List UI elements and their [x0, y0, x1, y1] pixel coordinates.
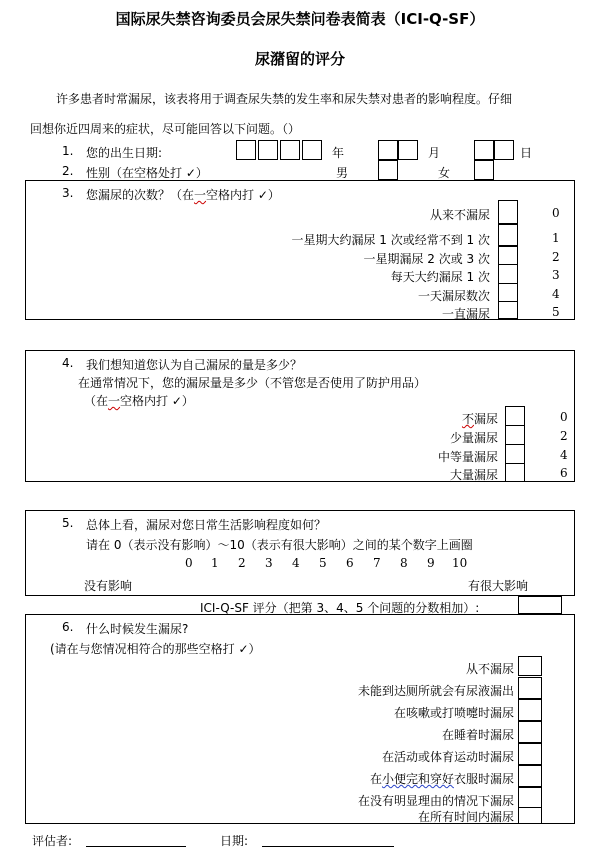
- q3-option-score: 5: [552, 305, 560, 319]
- q4-option-label: 大量漏尿: [449, 468, 498, 482]
- scale-option-7[interactable]: 7: [373, 556, 381, 570]
- q6-option-checkbox[interactable]: [518, 807, 542, 824]
- q3-option-score: 2: [552, 250, 560, 264]
- q3-option-score: 0: [552, 206, 560, 220]
- q3-option-score: 1: [552, 231, 560, 245]
- day-label: 日: [520, 146, 533, 160]
- q4-option-score: 0: [560, 410, 568, 424]
- q4-number: 4.: [62, 356, 74, 370]
- year-label: 年: [332, 146, 345, 160]
- q3-label-a: 您漏尿的次数？（在: [86, 188, 195, 202]
- q6-option-checkbox[interactable]: [518, 721, 542, 743]
- q3-option-label: 一星期漏尿 2 次或 3 次: [363, 252, 490, 266]
- month-digit-cell[interactable]: [378, 140, 398, 160]
- q6-option-label: [370, 770, 514, 787]
- q3-option-label: 一天漏尿数次: [417, 289, 490, 303]
- q6-label: 什么时候发生漏尿?: [86, 622, 189, 636]
- q4-option-label-c: 漏尿: [473, 412, 498, 426]
- scale-right-anchor: 有很大影响: [468, 579, 529, 593]
- q3-option-checkbox[interactable]: [498, 200, 518, 224]
- q6-option-label: 从不漏尿: [465, 662, 514, 676]
- q6-option-5b: 小便完和穿好: [381, 772, 454, 786]
- intro-line-2: 回想你近四周来的症状，尽可能回答以下问题。（）: [30, 122, 301, 136]
- q4-option-label: [462, 410, 498, 427]
- scale-option-5[interactable]: 5: [319, 556, 327, 570]
- q4-option-checkbox[interactable]: [505, 425, 525, 445]
- q6-option-checkbox[interactable]: [518, 765, 542, 787]
- q3-option-score: 3: [552, 268, 560, 282]
- q3-number: 3.: [62, 186, 74, 200]
- q6-option-checkbox[interactable]: [518, 677, 542, 699]
- q5-label: 总体上看，漏尿对您日常生活影响程度如何？: [86, 518, 327, 532]
- q4-line-2: 在通常情况下，您的漏尿量是多少（不管您是否使用了防护用品）: [78, 376, 427, 390]
- q4-line-3c: 空格内打 ✓）: [120, 394, 194, 408]
- q4-option-checkbox[interactable]: [505, 444, 525, 464]
- q1-number: 1.: [62, 144, 74, 158]
- year-digit-cell[interactable]: [236, 140, 256, 160]
- gender-female-label: 女: [438, 166, 451, 180]
- scale-option-8[interactable]: 8: [400, 556, 408, 570]
- q2-label: 性别（在空格处打 ✓）: [86, 166, 208, 180]
- q6-option-label: 在没有明显理由的情况下漏尿: [357, 794, 514, 808]
- q6-option-label: 在所有时间内漏尿: [417, 810, 514, 824]
- q4-option-score: 2: [560, 429, 568, 443]
- q6-option-checkbox[interactable]: [518, 787, 542, 809]
- assessor-field[interactable]: [86, 846, 186, 847]
- q3-option-checkbox[interactable]: [498, 224, 518, 246]
- scale-option-3[interactable]: 3: [265, 556, 273, 570]
- q3-option-label: 从来不漏尿: [429, 208, 490, 222]
- q4-line-3b: 一: [108, 394, 121, 408]
- q3-label: [86, 186, 280, 203]
- q3-option-label: 一直漏尿: [441, 307, 490, 321]
- q6-option-label: 在咳嗽或打喷嚏时漏尿: [393, 706, 514, 720]
- q2-number: 2.: [62, 164, 74, 178]
- q4-line-3: [84, 392, 194, 409]
- q6-option-5c: 衣服时漏尿: [453, 772, 514, 786]
- scale-option-1[interactable]: 1: [211, 556, 219, 570]
- q3-option-label: 一星期大约漏尿 1 次或经常不到 1 次: [291, 233, 490, 247]
- q3-option-checkbox[interactable]: [498, 301, 518, 319]
- q3-option-checkbox[interactable]: [498, 283, 518, 303]
- q3-label-c: 空格内打 ✓）: [206, 188, 280, 202]
- day-digit-cell[interactable]: [494, 140, 514, 160]
- q4-label: 我们想知道您认为自己漏尿的量是多少？: [86, 358, 303, 372]
- q6-option-checkbox[interactable]: [518, 656, 542, 676]
- q3-option-score: 4: [552, 287, 560, 301]
- q6-option-label: 在活动或体育运动时漏尿: [381, 750, 514, 764]
- q6-option-label: 在睡着时漏尿: [441, 728, 514, 742]
- gender-male-label: 男: [336, 166, 349, 180]
- score-total-label: ICI-Q-SF 评分（把第 3、4、5 个问题的分数相加）:: [200, 601, 480, 615]
- year-digit-cell[interactable]: [258, 140, 278, 160]
- page-subtitle: 尿潴留的评分: [254, 50, 345, 68]
- scale-option-2[interactable]: 2: [238, 556, 246, 570]
- year-digit-cell[interactable]: [302, 140, 322, 160]
- q4-option-label: 中等量漏尿: [437, 450, 498, 464]
- q6-number: 6.: [62, 620, 74, 634]
- q4-option-label-b: 不: [461, 412, 474, 426]
- q6-option-checkbox[interactable]: [518, 743, 542, 765]
- scale-option-10[interactable]: 10: [452, 556, 468, 570]
- gender-male-checkbox[interactable]: [378, 160, 398, 180]
- q4-option-score: 4: [560, 448, 568, 462]
- q6-line-2: (请在与您情况相符合的那些空格打 ✓）: [50, 642, 261, 656]
- scale-left-anchor: 没有影响: [84, 579, 133, 593]
- q5-number: 5.: [62, 516, 74, 530]
- assessor-label: 评估者:: [32, 834, 73, 848]
- q3-option-label: 每天大约漏尿 1 次: [390, 270, 490, 284]
- q4-option-label: 少量漏尿: [449, 431, 498, 445]
- scale-option-9[interactable]: 9: [427, 556, 435, 570]
- q3-option-checkbox[interactable]: [498, 264, 518, 284]
- q5-line-2: 请在 0（表示没有影响）～10（表示有很大影响）之间的某个数字上画圈: [86, 538, 473, 552]
- q1-label: 您的出生日期:: [86, 146, 163, 160]
- month-label: 月: [428, 146, 441, 160]
- year-digit-cell[interactable]: [280, 140, 300, 160]
- q3-option-checkbox[interactable]: [498, 246, 518, 266]
- score-total-input[interactable]: [518, 596, 562, 614]
- q6-option-checkbox[interactable]: [518, 699, 542, 721]
- page-title: 国际尿失禁咨询委员会尿失禁问卷表简表（ICI-Q-SF）: [115, 10, 485, 28]
- q4-line-3a: （在: [84, 394, 109, 408]
- q3-label-b: 一: [194, 188, 207, 202]
- scale-option-0[interactable]: 0: [185, 556, 193, 570]
- intro-line-1: 许多患者时常漏尿，该表将用于调查尿失禁的发生率和尿失禁对患者的影响程度。仔细: [56, 92, 513, 106]
- month-digit-cell[interactable]: [398, 140, 418, 160]
- q4-option-checkbox[interactable]: [505, 406, 525, 426]
- q6-option-label: 未能到达厕所就会有尿液漏出: [357, 684, 514, 698]
- day-digit-cell[interactable]: [474, 140, 494, 160]
- q6-option-5a: 在: [369, 772, 382, 786]
- date-field[interactable]: [262, 846, 394, 847]
- q4-option-score: 6: [560, 466, 568, 480]
- scale-option-6[interactable]: 6: [346, 556, 354, 570]
- gender-female-checkbox[interactable]: [474, 160, 494, 180]
- date-label: 日期:: [220, 834, 249, 848]
- scale-option-4[interactable]: 4: [292, 556, 300, 570]
- q4-option-checkbox[interactable]: [505, 463, 525, 482]
